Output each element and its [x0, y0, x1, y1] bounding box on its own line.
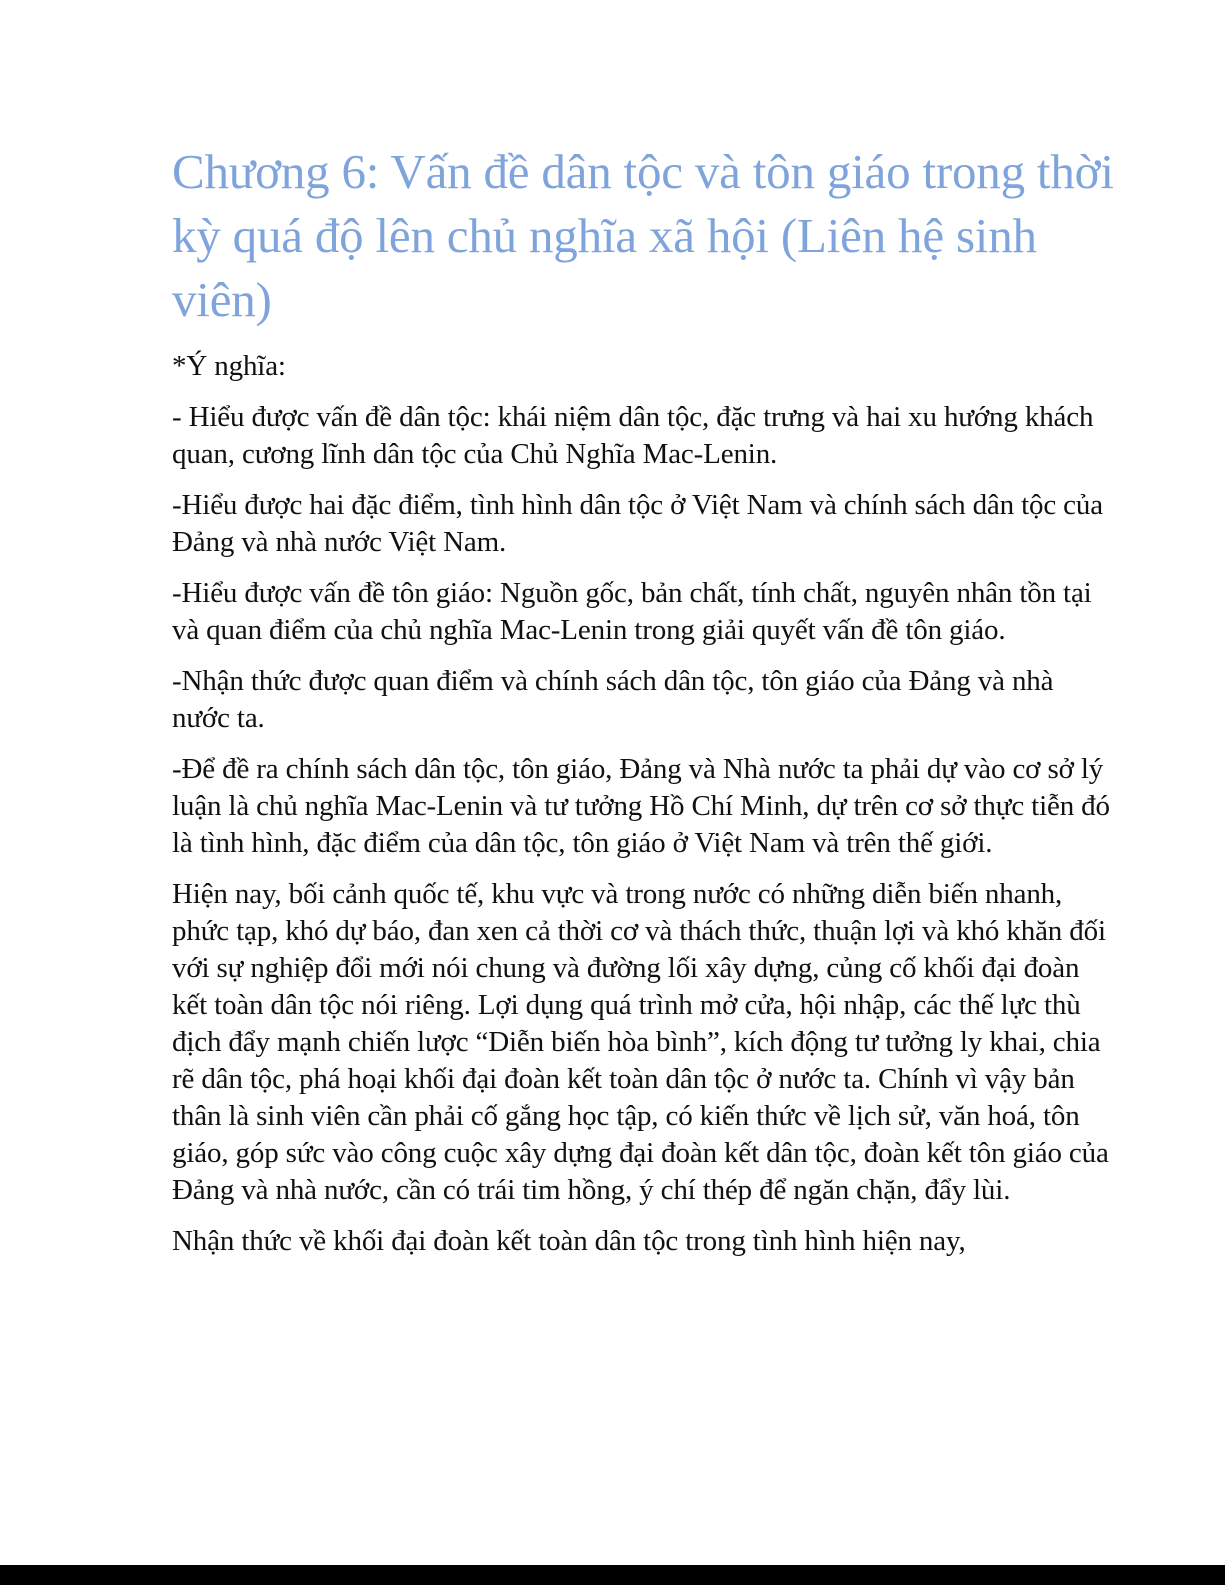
- document-body: [172, 140, 1117, 1260]
- paragraph-vietnam-ethnic-policy: -Hiểu được hai đặc điểm, tình hình dân tộc ở Việt Nam và chính sách dân tộc của Đảng và nhà nước Việt Nam.: [172, 489, 1103, 558]
- paragraph-ethnic-issue: - Hiểu được vấn đề dân tộc: khái niệm dân tộc, đặc trưng và hai xu hướng khách quan, cương lĩnh dân tộc của Chủ Nghĩa Mac-Lenin.: [172, 401, 1094, 470]
- paragraph-religion-issue: -Hiểu được vấn đề tôn giáo: Nguồn gốc, bản chất, tính chất, nguyên nhân tồn tại và quan điểm của chủ nghĩa Mac-Lenin trong giải quyết vấn đề tôn giáo.: [172, 577, 1092, 646]
- bottom-border: [0, 1565, 1225, 1585]
- paragraph-party-viewpoint: -Nhận thức được quan điểm và chính sách dân tộc, tôn giáo của Đảng và nhà nước ta.: [172, 665, 1054, 734]
- paragraph-awareness: Nhận thức về khối đại đoàn kết toàn dân tộc trong tình hình hiện nay,: [172, 1225, 966, 1257]
- paragraph-policy-basis: -Để đề ra chính sách dân tộc, tôn giáo, Đảng và Nhà nước ta phải dự vào cơ sở lý luận là chủ nghĩa Mac-Lenin và tư tưởng Hồ Chí Minh, dự trên cơ sở thực tiễn đó là tình hình, đặc điểm của dân tộc, tôn giáo ở Việt Nam và trên thế giới.: [172, 753, 1110, 859]
- chapter-title: Chương 6: Vấn đề dân tộc và tôn giáo trong thời kỳ quá độ lên chủ nghĩa xã hội (Liên hệ sinh viên): [172, 144, 1114, 327]
- paragraph-current-context: Hiện nay, bối cảnh quốc tế, khu vực và trong nước có những diễn biến nhanh, phức tạp, khó dự báo, đan xen cả thời cơ và thách thức, thuận lợi và khó khăn đối với sự nghiệp đổi mới nói chung và đường lối xây dựng, củng cố khối đại đoàn kết toàn dân tộc nói riêng. Lợi dụng quá trình mở cửa, hội nhập, các thế lực thù địch đẩy mạnh chiến lược “Diễn biến hòa bình”, kích động tư tưởng ly khai, chia rẽ dân tộc, phá hoại khối đại đoàn kết toàn dân tộc ở nước ta. Chính vì vậy bản thân là sinh viên cần phải cố gắng học tập, có kiến thức về lịch sử, văn hoá, tôn giáo, góp sức vào công cuộc xây dựng đại đoàn kết dân tộc, đoàn kết tôn giáo của Đảng và nhà nước, cần có trái tim hồng, ý chí thép để ngăn chặn, đẩy lùi.: [172, 878, 1109, 1206]
- paragraph-significance-heading: *Ý nghĩa:: [172, 350, 286, 382]
